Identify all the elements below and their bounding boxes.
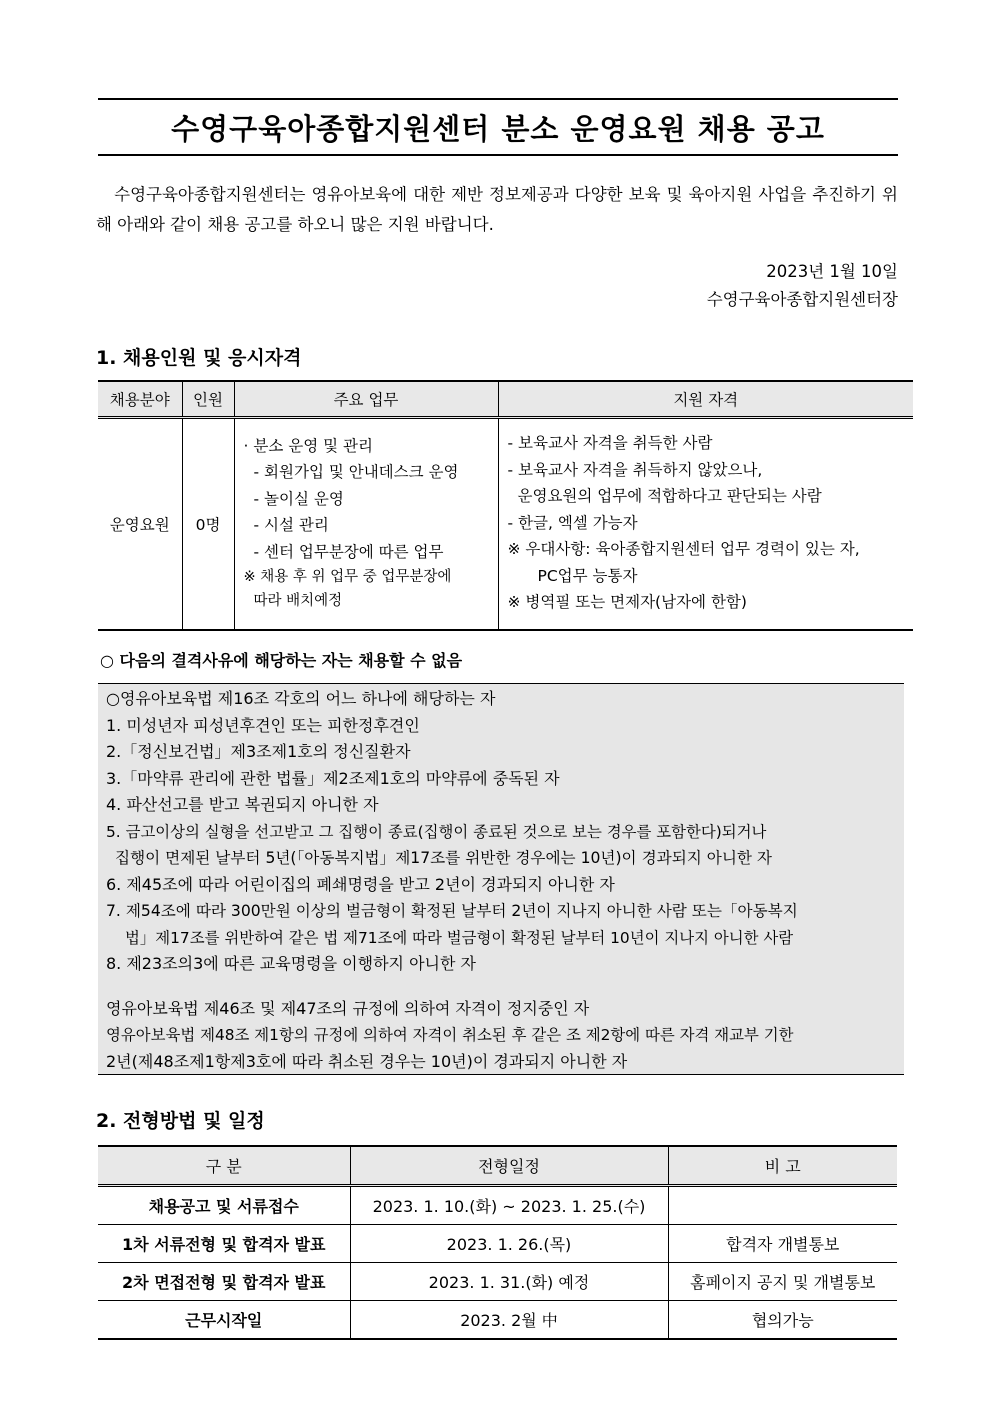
stage-cell: 채용공고 및 서류접수 [98, 1186, 350, 1225]
section2-title: 2. 전형방법 및 일정 [96, 1110, 265, 1132]
qualification-item: - 한글, 엑셀 가능자 [507, 513, 638, 532]
header-category: 구 분 [98, 1146, 350, 1186]
header-note: 비 고 [668, 1146, 897, 1186]
schedule-cell: 2023. 1. 26.(목) [350, 1225, 668, 1263]
page-title: 수영구육아종합지원센터 분소 운영요원 채용 공고 [98, 98, 898, 156]
disqualification-item: ○영유아보육법 제16조 각호의 어느 하나에 해당하는 자 [106, 689, 496, 708]
disqualification-item: 2.「정신보건법」제3조제1호의 정신질환자 [106, 742, 411, 761]
duties-cell [234, 418, 498, 630]
duties-note: 따라 배치예정 [253, 593, 343, 609]
recruitment-row [98, 418, 913, 630]
note-cell: 협의가능 [668, 1301, 897, 1340]
duty-item: - 센터 업무분장에 따른 업무 [253, 542, 444, 561]
qualification-item: - 보육교사 자격을 취득하지 않았으나, [507, 460, 763, 479]
duties-note: ※ 채용 후 위 업무 중 업무분장에 [243, 569, 452, 585]
stage-cell: 1차 서류전형 및 합격자 발표 [98, 1225, 350, 1263]
note-cell: 합격자 개별통보 [668, 1225, 897, 1263]
schedule-cell: 2023. 1. 10.(화) ~ 2023. 1. 25.(수) [350, 1186, 668, 1225]
disqualification-item: 1. 미성년자 피성년후견인 또는 피한정후견인 [106, 715, 420, 735]
disqualification-item: 5. 금고이상의 실형을 선고받고 그 집행이 종료(집행이 종료된 것으로 보는 경우를 포함한다)되거나 [106, 822, 767, 841]
disqualification-item: 4. 파산선고를 받고 복권되지 아니한 자 [106, 795, 379, 814]
note-cell: 홈페이지 공지 및 개별통보 [668, 1263, 897, 1301]
schedule-row [98, 1301, 897, 1340]
disqualification-title: ○ 다음의 결격사유에 해당하는 자는 채용할 수 없음 [100, 651, 463, 670]
disqualification-item: 8. 제23조의3에 따른 교육명령을 이행하지 아니한 자 [106, 954, 476, 973]
header-schedule: 전형일정 [350, 1146, 668, 1186]
qualification-item: - 보육교사 자격을 취득한 사람 [507, 434, 713, 452]
disqualification-box [98, 683, 904, 1075]
note-cell [668, 1186, 897, 1225]
disqualification-item: 6. 제45조에 따라 어린이집의 폐쇄명령을 받고 2년이 경과되지 아니한 자 [106, 874, 615, 894]
recruitment-header-row [98, 381, 913, 418]
schedule-cell: 2023. 1. 31.(화) 예정 [350, 1263, 668, 1301]
schedule-cell: 2023. 2월 中 [350, 1301, 668, 1340]
disqualification-item: 7. 제54조에 따라 300만원 이상의 벌금형이 확정된 날부터 2년이 지나지 아니한 사람 또는「아동복지 [106, 902, 798, 920]
qualification-item: ※ 우대사항: 육아종합지원센터 업무 경력이 있는 자, [507, 540, 860, 558]
duty-item: - 시설 관리 [253, 516, 329, 534]
header-duties: 주요 업무 [234, 381, 498, 418]
duty-item: - 놀이실 운영 [253, 489, 344, 508]
qualification-item: 운영요원의 업무에 적합하다고 판단되는 사람 [517, 487, 822, 505]
announcement-date: 2023년 1월 10일 [766, 262, 898, 281]
header-count: 인원 [182, 381, 234, 418]
header-field: 채용분야 [98, 381, 182, 418]
disqualification-item: 집행이 면제된 날부터 5년(「아동복지법」제17조를 위반한 경우에는 10년)이 경과되지 아니한 자 [115, 849, 772, 867]
intro-text: 수영구육아종합지원센터는 영유아보육에 대한 제반 정보제공과 다양한 보육 및 육아지원 사업을 추진하기 위해 아래와 같이 채용 공고를 하오니 많은 지원 바랍니다. [96, 185, 898, 234]
duty-item: · 분소 운영 및 관리 [243, 436, 373, 455]
disqualification-item: 영유아보육법 제46조 및 제47조의 규정에 의하여 자격이 정지중인 자 [106, 998, 590, 1018]
schedule-row [98, 1186, 897, 1225]
qualifications-cell [498, 418, 913, 630]
schedule-row [98, 1225, 897, 1263]
field-cell: 운영요원 [98, 418, 182, 630]
stage-cell: 2차 면접전형 및 합격자 발표 [98, 1263, 350, 1301]
disqualification-item: 3.「마약류 관리에 관한 법률」제2조제1호의 마약류에 중독된 자 [106, 768, 560, 788]
intro-paragraph [96, 180, 898, 240]
disqualification-item: 2년(제48조제1항제3호에 따라 취소된 경우는 10년)이 경과되지 아니한 자 [106, 1051, 628, 1071]
count-cell: 0명 [182, 418, 234, 630]
recruitment-table [98, 380, 913, 631]
duty-item: - 회원가입 및 안내데스크 운영 [253, 463, 459, 481]
schedule-table [98, 1145, 897, 1340]
qualification-item: ※ 병역필 또는 면제자(남자에 한함) [507, 593, 747, 611]
disqualification-item: 영유아보육법 제48조 제1항의 규정에 의하여 자격이 취소된 후 같은 조 제2항에 따른 자격 재교부 기한 [106, 1026, 794, 1044]
stage-cell: 근무시작일 [98, 1301, 350, 1340]
schedule-row [98, 1263, 897, 1301]
announcing-organization: 수영구육아종합지원센터장 [706, 290, 898, 309]
schedule-header-row [98, 1146, 897, 1186]
section1-title: 1. 채용인원 및 응시자격 [96, 347, 302, 369]
disqualification-item: 법」제17조를 위반하여 같은 법 제71조에 따라 벌금형이 확정된 날부터 10년이 지나지 아니한 사람 [125, 928, 794, 947]
qualification-item: PC업무 능통자 [537, 566, 638, 585]
header-qualifications: 지원 자격 [498, 381, 913, 418]
